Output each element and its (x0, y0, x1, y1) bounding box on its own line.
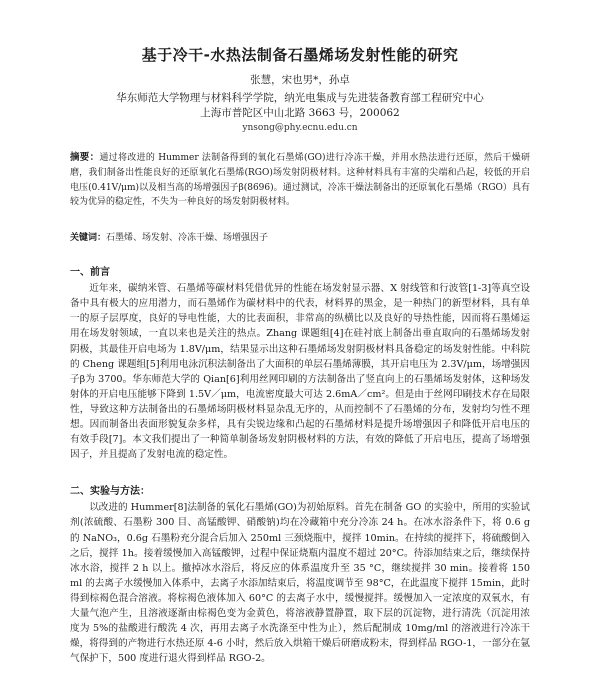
section-heading-methods: 二、实验与方法： (70, 486, 150, 498)
keywords-label: 关键词： (70, 233, 107, 244)
affiliation-line1: 华东师范大学物理与材料科学学院，纳光电集成与先进装备教育部工程研究中心 (116, 92, 484, 104)
affiliation-line2: 上海市普陀区中山北路 3663 号，200062 (200, 107, 400, 119)
section-heading-intro: 一、前言 (70, 267, 110, 279)
authors: 张慧，宋也男*，孙卓 (250, 74, 350, 86)
section-intro-text: 近年来，碳纳米管、石墨烯等碳材料凭借优异的性能在场发射显示器、X 射线管和行波管[1-3]等真空设备中具有极大的应用潜力，而石墨烯作为碳材料中的代表，材料界的黑金，是一种热门的新型材料，具有单一的原子层厚度，良好的导电性能，大的比表面积，非常高的纵横比以及良好的导热性能，因而将石墨烯运用在场发射领域，一直以来也是关注的热点。Zhang 课题组[4]在硅衬底上制备出垂直取向的石墨烯场发射阴极，其最佳开启电场为 1.8V/μm，结果显示出这种石墨烯场发射阴极材料具备稳定的场发射性能。中科院的 Cheng 课题组[5]利用电泳沉积法制备出了大面积的单层石墨烯薄膜，其开启电压为 2.3V/μm，场增强因子β为 3700。华东师范大学的 Qian[6]利用丝网印刷的方法制备出了竖直向上的石墨烯场发射体，这种场发射体的开启电压能够下降到 1.5V／μm，电流密度最大可达 2.6mA／cm²。但是由于丝网印刷技术存在局限性，导致这种方法制备出的石墨烯场阴极材料显杂乱无序的，从而控制不了石墨烯的分布，发射均匀性不理想。因而制备出表面形貌复杂多样，具有尖锐边缘和凸起的石墨烯材料是提升场增强因子和降低开启电压的有效手段[7]。本文我们提出了一种简单制备场发射阴极材料的方法，有效的降低了开启电压，提高了场增强因子，并且提高了发射电流的稳定性。 (70, 283, 530, 461)
author-email: ynsong@phy.ecnu.edu.cn (242, 123, 358, 133)
abstract-text: 通过将改进的 Hummer 法制备得到的氧化石墨烯(GO)进行冷冻干燥，并用水热法进行还原，然后干燥研磨，我们制备出性能良好的还原氧化石墨烯(RGO)场发射阴极材料。这种材料具有丰富的尖端和凸起，较低的开启电压(0.41V/μm)以及相当高的场增强因子β(8696)。通过测试，冷冻干燥法制备出的还原氧化石墨烯（RGO）具有较为优异的稳定性，不失为一种良好的场发射阴极材料。 (70, 153, 530, 208)
keywords (70, 230, 530, 243)
abstract-label: 摘要： (70, 152, 100, 163)
keywords-text: 石墨烯、场发射、冷冻干燥、场增强因子 (106, 233, 269, 244)
abstract (70, 151, 530, 210)
paper-title: 基于冷干-水热法制备石墨烯场发射性能的研究 (141, 46, 459, 64)
section-methods-text: 以改进的 Hummer[8]法制备的氧化石墨烯(GO)为初始原料。首先在制备 GO 的实验中，所用的实验试剂(浓硫酸、石墨粉 300 目、高锰酸钾、硝酸钠)均在冷藏箱中充分冷冻 24 h。在冰水浴条件下，将 0.6 g 的 NaNO₃，0.6g 石墨粉充分混合后加入 250ml 三颈烧瓶中，搅拌 10min。在持续的搅拌下，将硫酸倒入之后，搅拌 1h。接着缓慢加入高锰酸钾，过程中保证烧瓶内温度不超过 20°C。待添加结束之后，继续保持冰水浴，搅拌 2 h 以上。撤掉冰水浴后，将反应的体系温度升至 35 °C，继续搅拌 30 min。接着将 150 ml 的去离子水缓慢加入体系中，去离子水添加结束后，将温度调节至 98°C，在此温度下搅拌 15min，此时得到棕褐色混合溶液。将棕褐色液体加入 60°C 的去离子水中，缓慢搅拌。缓慢加入一定浓度的双氧水，有大量气泡产生，且溶液逐渐由棕褐色变为金黄色，将溶液静置静置，取下层的沉淀物，进行清洗（沉淀用浓度为 5%的盐酸进行酸洗 4 次，再用去离子水洗涤至中性为止），然后配制成 10mg/ml 的溶液进行冷冻干燥，将得到的产物进行水热还原 4-6 小时，然后放入烘箱干燥后研磨成粉末，得到样品 RGO-1，一部分在氩气保护下，500 度进行退火得到样品 RGO-2。 (70, 502, 530, 665)
